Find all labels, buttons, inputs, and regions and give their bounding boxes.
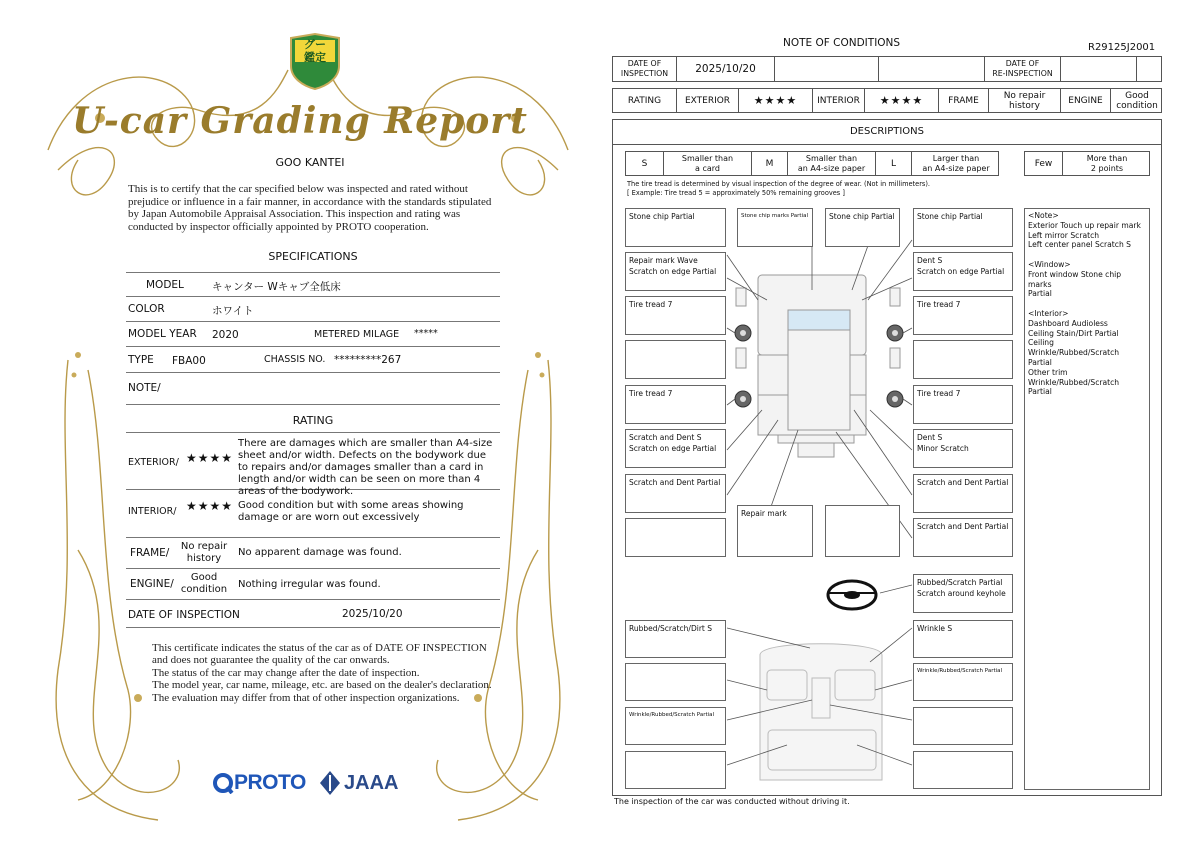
callout-right-2: Dent S Scratch on edge Partial: [913, 252, 1013, 291]
frame-value: No repair history: [180, 541, 228, 564]
inspection-date-label: DATE OF INSPECTION: [128, 609, 240, 621]
callout-left-2: Repair mark Wave Scratch on edge Partial: [625, 252, 726, 291]
callout-front-right: Stone chip Partial: [913, 208, 1013, 247]
rating-heading: RATING: [292, 414, 334, 427]
interior-row: [126, 490, 500, 538]
model-year-value: 2020: [212, 329, 239, 341]
report-title: U-car Grading Report: [72, 100, 528, 142]
rating-table: [612, 88, 1162, 113]
inspection-date-row: [126, 600, 500, 628]
sheet-code: R29125J2001: [1088, 42, 1156, 53]
badge-text: グー 鑑定: [304, 38, 326, 64]
date-table: [612, 56, 1162, 82]
model-value: キャンター Wキャブ全低床: [212, 281, 341, 293]
exterior-description: There are damages which are smaller than A4-size sheet and/or width. Defects on the bodywork due to repairs and/or damages smaller than a card in length and/or width can be seen on more than 4 areas of the bodywork.: [238, 438, 493, 497]
legend-l: L: [876, 152, 912, 175]
callout-interior-2-right: Wrinkle/Rubbed/Scratch Partial: [913, 663, 1013, 701]
proto-mark-icon: [212, 772, 234, 794]
frame-value-sheet: No repair history: [989, 89, 1061, 112]
frame-label-sheet: FRAME: [939, 89, 989, 112]
callout-interior-4-right: [913, 751, 1013, 789]
gold-ornament-border: [38, 30, 578, 830]
color-value: ホワイト: [212, 305, 254, 317]
inspection-date-value: 2025/10/20: [342, 608, 403, 620]
note-row: [126, 373, 500, 405]
engine-description: Nothing irregular was found.: [238, 579, 381, 590]
report-subtitle: GOO KANTEI: [275, 156, 345, 169]
dori-value: [1061, 57, 1137, 81]
engine-value: Good condition: [180, 572, 228, 595]
exterior-row: [126, 432, 500, 497]
proto-logo: [212, 770, 306, 796]
doi-blank-2: [879, 57, 985, 81]
callout-right-4: [913, 340, 1013, 379]
jaaa-logo-text: JAAA: [344, 771, 399, 794]
steering-wheel-icon: [828, 581, 876, 609]
chassis-value: *********267: [334, 354, 402, 366]
engine-row: [126, 569, 500, 600]
few-legend: [1024, 151, 1150, 176]
condition-notes: <Note> Exterior Touch up repair mark Left mirror Scratch Left center panel Scratch S <Window> Front window Stone chip marks Partial <Interior> Dashboard Audioless Ceiling Stain/Dirt Partial Ceiling Wrinkle/Rubbed/Scratch Partial Other trim Wrinkle/Rubbed/Scratch Partial: [1024, 208, 1150, 790]
callout-interior-3-left: Wrinkle/Rubbed/Scratch Partial: [625, 707, 726, 745]
color-row: [126, 297, 500, 322]
callout-interior-1-right: Wrinkle S: [913, 620, 1013, 658]
type-value: FBA00: [172, 355, 206, 367]
type-label: TYPE: [128, 354, 154, 366]
doi-label: DATE OF INSPECTION: [613, 57, 677, 81]
dori-blank: [1137, 57, 1163, 81]
exterior-stars-sheet: ★★★★: [739, 89, 813, 112]
callout-left-8: [625, 518, 726, 557]
interior-label: INTERIOR/: [128, 506, 177, 517]
callout-right-8: Scratch and Dent Partial: [913, 518, 1013, 557]
descriptions-heading: DESCRIPTIONS: [612, 119, 1162, 145]
legend-s-desc: Smaller than a card: [664, 152, 752, 175]
jaaa-logo: [320, 770, 398, 796]
interior-label-sheet: INTERIOR: [813, 89, 865, 112]
callout-front-left: Stone chip Partial: [625, 208, 726, 247]
engine-value-sheet: Good condition: [1116, 90, 1158, 111]
specifications-heading: SPECIFICATIONS: [268, 250, 358, 263]
chassis-label: CHASSIS NO.: [264, 354, 326, 365]
exterior-label-sheet: EXTERIOR: [677, 89, 739, 112]
type-row: [126, 347, 500, 373]
callout-left-7: Scratch and Dent Partial: [625, 474, 726, 513]
certification-statement: This is to certify that the car specified below was inspected and rated without prejudice or influence in a fair manner, in accordance with the standards stipulated by Japan Automobile Appraisal Association. This inspection and rating was conducted by inspector officially appointed by PROTO cooperation.: [128, 183, 492, 233]
frame-label: FRAME/: [130, 547, 170, 559]
frame-row: [126, 538, 500, 569]
rating-label: RATING: [613, 89, 677, 112]
legend-m-desc: Smaller than an A4-size paper: [788, 152, 876, 175]
callout-rear-center-left: Repair mark: [737, 505, 813, 557]
disclaimer-text: This certificate indicates the status of the car as of DATE OF INSPECTION and does not guarantee the quality of the car onwards. The status of the car may change after the date of inspection. The model year, car name, mileage, etc. are based on the dealer's declaration. The evaluation may differ from that of other inspection organizations.: [152, 642, 492, 704]
exterior-label: EXTERIOR/: [128, 457, 179, 468]
legend-few-desc: More than 2 points: [1086, 153, 1128, 173]
legend-few: Few: [1025, 152, 1063, 175]
note-label: NOTE/: [128, 382, 161, 394]
exterior-stars: ★★★★: [186, 451, 234, 465]
model-year-label: MODEL YEAR: [128, 328, 197, 340]
proto-logo-text: PROTO: [234, 771, 306, 794]
tire-tread-note: The tire tread is determined by visual inspection of the degree of wear. (Not in millimeters). [ Example: Tire tread 5 = approximately 50% remaining grooves ]: [627, 180, 931, 197]
model-label: MODEL: [146, 279, 184, 291]
doi-blank: [775, 57, 879, 81]
engine-label-sheet: ENGINE: [1061, 89, 1111, 112]
callout-right-tire-front: Tire tread 7: [913, 296, 1013, 335]
interior-stars: ★★★★: [186, 499, 234, 513]
legend-m: M: [752, 152, 788, 175]
callout-right-7: Scratch and Dent Partial: [913, 474, 1013, 513]
callout-right-6: Dent S Minor Scratch: [913, 429, 1013, 468]
callout-rear-center-right: [825, 505, 900, 557]
callout-steering: Rubbed/Scratch Partial Scratch around keyhole: [913, 574, 1013, 613]
goo-kantei-badge: [287, 32, 343, 90]
callout-interior-1-left: Rubbed/Scratch/Dirt S: [625, 620, 726, 658]
legend-l-desc: Larger than an A4-size paper: [922, 153, 990, 173]
callout-front-center-right: Stone chip Partial: [825, 208, 900, 247]
callout-left-tire-front: Tire tread 7: [625, 296, 726, 335]
size-legend: [625, 151, 999, 176]
callout-left-tire-rear: Tire tread 7: [625, 385, 726, 424]
dori-label: DATE OF RE-INSPECTION: [985, 57, 1061, 81]
model-row: [126, 272, 500, 297]
jaaa-mark-icon: [320, 771, 340, 795]
callout-interior-3-right: [913, 707, 1013, 745]
mileage-value: *****: [414, 328, 438, 339]
interior-description: Good condition but with some areas showing damage or are worn out excessively: [238, 500, 464, 523]
callout-front-center-left: Stone chip marks Partial: [737, 208, 813, 247]
legend-s: S: [626, 152, 664, 175]
color-label: COLOR: [128, 303, 165, 315]
doi-value: 2025/10/20: [677, 57, 775, 81]
callout-interior-4-left: [625, 751, 726, 789]
interior-stars-sheet: ★★★★: [865, 89, 939, 112]
sheet-footer: The inspection of the car was conducted without driving it.: [614, 797, 850, 806]
engine-label: ENGINE/: [130, 578, 174, 590]
callout-interior-2-left: [625, 663, 726, 701]
mileage-label: METERED MILAGE: [314, 329, 400, 340]
model-year-row: [126, 322, 500, 347]
frame-description: No apparent damage was found.: [238, 547, 402, 558]
callout-left-4: [625, 340, 726, 379]
sheet-title: NOTE OF CONDITIONS: [783, 37, 901, 49]
callout-left-6: Scratch and Dent S Scratch on edge Partial: [625, 429, 726, 468]
callout-right-tire-rear: Tire tread 7: [913, 385, 1013, 424]
